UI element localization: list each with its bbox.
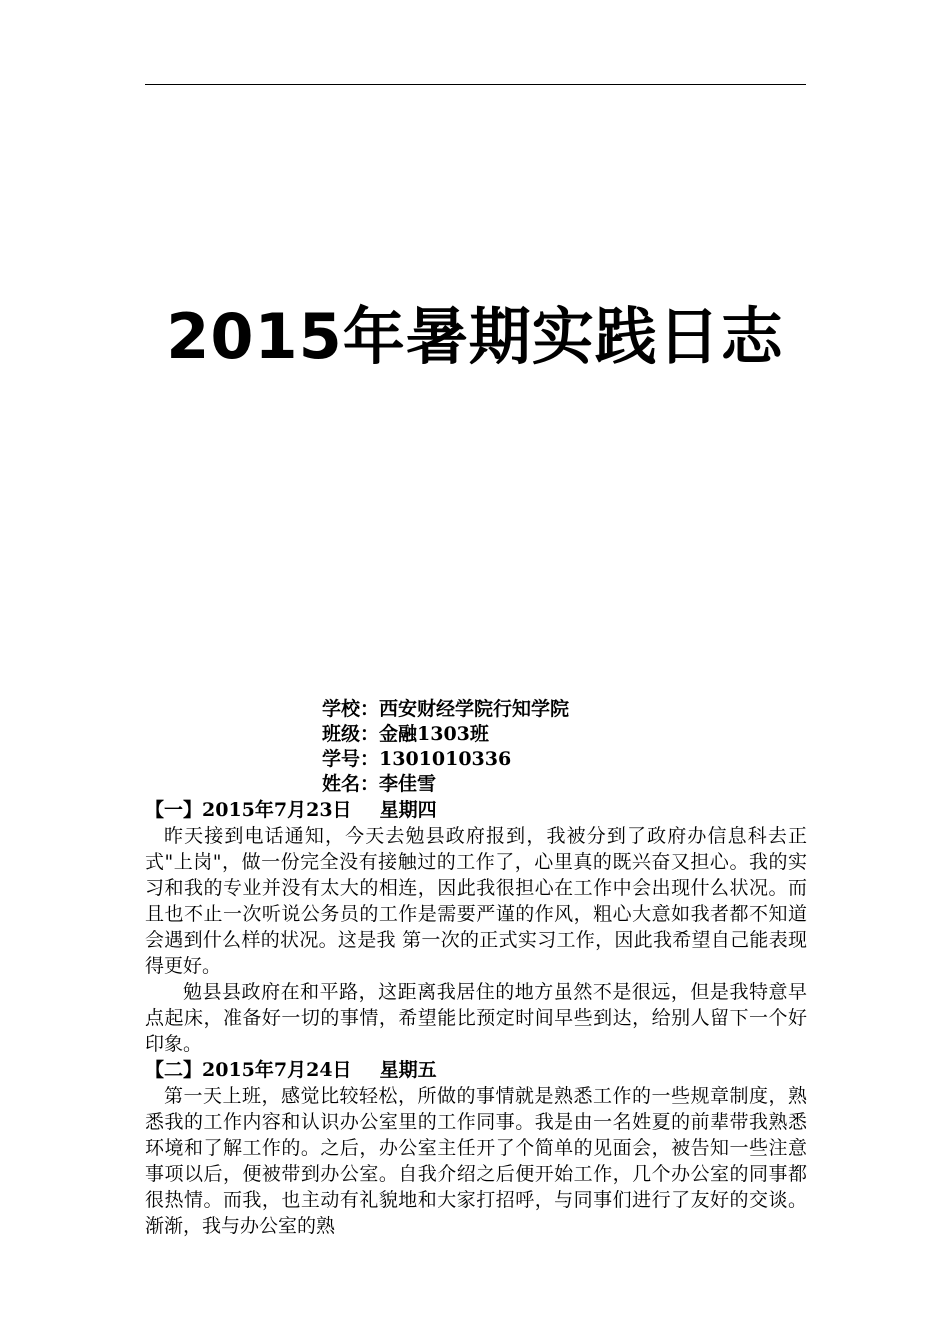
- journal-entry-1: [145, 797, 807, 1057]
- info-student-id: 学号：1301010336: [322, 748, 512, 770]
- info-school: 学校：西安财经学院行知学院: [322, 698, 570, 720]
- journal-body: [145, 797, 807, 1239]
- journal-entry-2: [145, 1057, 807, 1239]
- entry-paragraph: 昨天接到电话通知，今天去勉县政府报到，我被分到了政府办信息科去正式"上岗"，做一份完全没有接触过的工作了，心里真的既兴奋又担心。我的实习和我的专业并没有太大的相连，因此我很担心在工作中会出现什么状况。而且也不止一次听说公务员的工作是需要严谨的作风，粗心大意如我者都不知道会遇到什么样的状况。这是我 第一次的正式实习工作，因此我希望自己能表现得更好。: [145, 825, 807, 977]
- entry-paragraph: 勉县县政府在和平路，这距离我居住的地方虽然不是很远，但是我特意早点起床，准备好一切的事情，希望能比预定时间早些到达，给别人留下一个好印象。: [145, 981, 807, 1055]
- header-rule: [145, 84, 806, 85]
- student-info: [322, 697, 569, 797]
- entry-heading: 【二】2015年7月24日 星期五: [145, 1059, 437, 1081]
- entry-paragraph: 第一天上班，感觉比较轻松，所做的事情就是熟悉工作的一些规章制度，熟悉我的工作内容和认识办公室里的工作同事。我是由一名姓夏的前辈带我熟悉环境和了解工作的。之后，办公室主任开了个简单的见面会，被告知一些注意事项以后，便被带到办公室。自我介绍之后便开始工作，几个办公室的同事都很热情。而我，也主动有礼貌地和大家打招呼，与同事们进行了友好的交谈。渐渐，我与办公室的熟: [145, 1085, 807, 1237]
- entry-heading: 【一】2015年7月23日 星期四: [145, 799, 437, 821]
- info-name: 姓名：李佳雪: [322, 773, 437, 795]
- document-title: 2015年暑期实践日志: [166, 299, 784, 373]
- info-class: 班级：金融1303班: [322, 723, 489, 745]
